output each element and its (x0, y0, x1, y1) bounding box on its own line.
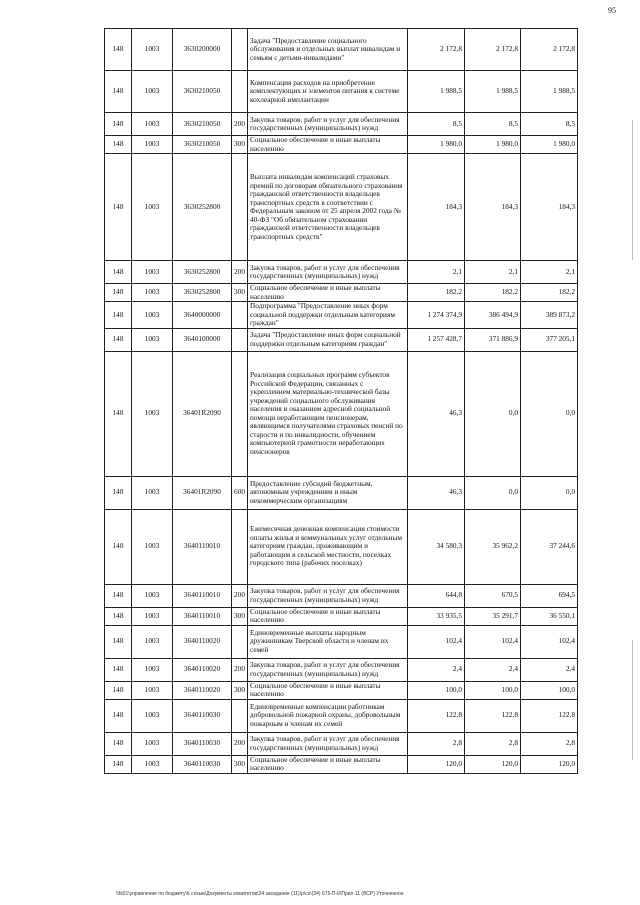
cell-description: Закупка товаров, работ и услуг для обеспечения государственных (муниципальных) нужд (248, 584, 408, 607)
cell-v2: 2,1 (465, 261, 521, 284)
cell-description: Задача "Предоставление иных форм социальной поддержки отдельным категориям граждан" (248, 328, 408, 351)
cell-vr: 300 (232, 284, 248, 302)
table-row (105, 658, 578, 681)
cell-code: 3640110020 (173, 658, 232, 681)
table-row (105, 476, 578, 509)
cell-admin: 148 (105, 29, 132, 71)
cell-code: 3640110010 (173, 607, 232, 625)
cell-admin: 148 (105, 136, 132, 154)
cell-section: 1003 (132, 625, 173, 658)
cell-v3: 1 980,0 (521, 136, 578, 154)
cell-vr: 300 (232, 681, 248, 699)
cell-v2: 670,5 (465, 584, 521, 607)
scan-edge-line (632, 640, 633, 760)
cell-description: Задача "Предоставление социального обслуживания и отдельных выплат инвалидам и семьям с детьми-инвалидами" (248, 29, 408, 71)
cell-section: 1003 (132, 699, 173, 732)
cell-description: Выплата инвалидам компенсаций страховых премий по договорам обязательного страхования гражданской ответственности владельцев транспортных средств в соответствии с Федеральным законом от 25 апреля 2002 года № 40-ФЗ "Об обязательном страховании гражданской ответственности владельцев транспортных средств" (248, 154, 408, 261)
cell-v3: 1 988,5 (521, 71, 578, 113)
cell-description: Закупка товаров, работ и услуг для обеспечения государственных (муниципальных) нужд (248, 658, 408, 681)
cell-vr (232, 625, 248, 658)
cell-vr (232, 154, 248, 261)
table-row (105, 71, 578, 113)
cell-v2: 371 886,9 (465, 328, 521, 351)
cell-v2: 182,2 (465, 284, 521, 302)
cell-vr (232, 29, 248, 71)
cell-description: Единовременные компенсации работникам добровольной пожарной охраны, добровольным пожарным и членам их семей (248, 699, 408, 732)
cell-admin: 148 (105, 509, 132, 584)
cell-admin: 148 (105, 261, 132, 284)
cell-v3: 36 550,1 (521, 607, 578, 625)
cell-admin: 148 (105, 476, 132, 509)
table-row (105, 284, 578, 302)
cell-v3: 694,5 (521, 584, 578, 607)
cell-v1: 2,1 (408, 261, 465, 284)
document-file-path: \\fs01\управление по бюджету\6 созыв\Документы комитетов\34 заседание (11)\р\сх\(34) 675-П-6\Прил 11 (ВСР) Уточненное (116, 891, 404, 897)
cell-v2: 2,4 (465, 658, 521, 681)
cell-v1: 2,8 (408, 732, 465, 755)
cell-v1: 2,4 (408, 658, 465, 681)
cell-description: Компенсация расходов на приобретение комплектующих и элементов питания к системе кохлеарной имплантации (248, 71, 408, 113)
cell-admin: 148 (105, 351, 132, 476)
table-row (105, 755, 578, 773)
cell-admin: 148 (105, 284, 132, 302)
cell-v3: 37 244,6 (521, 509, 578, 584)
cell-section: 1003 (132, 284, 173, 302)
cell-vr: 600 (232, 476, 248, 509)
cell-v3: 0,0 (521, 351, 578, 476)
table-row (105, 328, 578, 351)
table-row (105, 699, 578, 732)
cell-v1: 34 580,3 (408, 509, 465, 584)
cell-v2: 386 494,9 (465, 302, 521, 329)
cell-v3: 184,3 (521, 154, 578, 261)
cell-v1: 1 988,5 (408, 71, 465, 113)
cell-description: Закупка товаров, работ и услуг для обеспечения государственных (муниципальных) нужд (248, 261, 408, 284)
cell-vr: 300 (232, 136, 248, 154)
cell-section: 1003 (132, 755, 173, 773)
cell-v1: 184,3 (408, 154, 465, 261)
cell-vr: 300 (232, 755, 248, 773)
cell-v1: 1 980,0 (408, 136, 465, 154)
cell-v2: 102,4 (465, 625, 521, 658)
cell-admin: 148 (105, 699, 132, 732)
table-row (105, 261, 578, 284)
cell-section: 1003 (132, 113, 173, 136)
cell-code: 3630210050 (173, 113, 232, 136)
cell-admin: 148 (105, 755, 132, 773)
cell-code: 3640110030 (173, 732, 232, 755)
cell-code: 3640110030 (173, 699, 232, 732)
cell-v1: 644,8 (408, 584, 465, 607)
cell-v2: 120,0 (465, 755, 521, 773)
cell-description: Социальное обеспечение и иные выплаты населению (248, 136, 408, 154)
table-row (105, 113, 578, 136)
table-row (105, 625, 578, 658)
budget-table (104, 28, 578, 774)
cell-v3: 100,0 (521, 681, 578, 699)
cell-code: 3640110030 (173, 755, 232, 773)
cell-v3: 182,2 (521, 284, 578, 302)
cell-v3: 102,4 (521, 625, 578, 658)
cell-section: 1003 (132, 154, 173, 261)
cell-v3: 2,8 (521, 732, 578, 755)
table-row (105, 607, 578, 625)
cell-v2: 1 988,5 (465, 71, 521, 113)
cell-v1: 182,2 (408, 284, 465, 302)
cell-v2: 1 980,0 (465, 136, 521, 154)
cell-description: Социальное обеспечение и иные выплаты населению (248, 284, 408, 302)
cell-v2: 0,0 (465, 476, 521, 509)
cell-section: 1003 (132, 261, 173, 284)
cell-v2: 35 962,2 (465, 509, 521, 584)
cell-v3: 122,8 (521, 699, 578, 732)
cell-code: 3640110010 (173, 509, 232, 584)
cell-description: Ежемесячная денежная компенсация стоимости оплаты жилья и коммунальных услуг отдельным категориям граждан, проживающим и работающим в сельской местности, поселках городского типа (рабочих поселках) (248, 509, 408, 584)
cell-v1: 1 257 428,7 (408, 328, 465, 351)
cell-code: 3630200000 (173, 29, 232, 71)
cell-v2: 122,8 (465, 699, 521, 732)
cell-v3: 377 205,1 (521, 328, 578, 351)
cell-vr: 200 (232, 658, 248, 681)
cell-v2: 35 291,7 (465, 607, 521, 625)
cell-v1: 46,3 (408, 351, 465, 476)
cell-section: 1003 (132, 607, 173, 625)
cell-v2: 2 172,8 (465, 29, 521, 71)
cell-v1: 46,3 (408, 476, 465, 509)
table-body (105, 29, 578, 774)
cell-admin: 148 (105, 328, 132, 351)
cell-code: 3630252800 (173, 284, 232, 302)
cell-code: 3640100000 (173, 328, 232, 351)
cell-section: 1003 (132, 351, 173, 476)
cell-vr: 200 (232, 261, 248, 284)
cell-description: Предоставление субсидий бюджетным, автономным учреждениям и иным некоммерческим организациям (248, 476, 408, 509)
cell-vr (232, 71, 248, 113)
cell-code: 3630210050 (173, 71, 232, 113)
table-row (105, 154, 578, 261)
cell-section: 1003 (132, 29, 173, 71)
cell-section: 1003 (132, 509, 173, 584)
cell-code: 3640110020 (173, 681, 232, 699)
cell-v3: 8,5 (521, 113, 578, 136)
cell-admin: 148 (105, 302, 132, 329)
table-row (105, 681, 578, 699)
cell-v3: 389 873,2 (521, 302, 578, 329)
cell-vr (232, 328, 248, 351)
table-row (105, 509, 578, 584)
cell-v1: 2 172,8 (408, 29, 465, 71)
cell-admin: 148 (105, 584, 132, 607)
table-row (105, 351, 578, 476)
cell-section: 1003 (132, 732, 173, 755)
cell-description: Закупка товаров, работ и услуг для обеспечения государственных (муниципальных) нужд (248, 732, 408, 755)
cell-v1: 33 935,5 (408, 607, 465, 625)
cell-admin: 148 (105, 658, 132, 681)
cell-code: 3630252800 (173, 261, 232, 284)
table-row (105, 302, 578, 329)
cell-description: Единовременные выплаты народным дружинникам Тверской области и членам их семей (248, 625, 408, 658)
cell-admin: 148 (105, 607, 132, 625)
cell-description: Реализация социальных программ субъектов Российской Федерации, связанных с укреплением материально-технической базы учреждений социального обслуживания населения и оказанием адресной социальной помощи неработающим пенсионерам, являющимся получателями страховых пенсий по старости и по инвалидности, обучением компьютерной грамотности неработающих пенсионеров (248, 351, 408, 476)
cell-admin: 148 (105, 625, 132, 658)
cell-vr: 300 (232, 607, 248, 625)
cell-section: 1003 (132, 71, 173, 113)
cell-v1: 102,4 (408, 625, 465, 658)
cell-vr (232, 699, 248, 732)
cell-vr (232, 302, 248, 329)
cell-description: Социальное обеспечение и иные выплаты населению (248, 755, 408, 773)
page-number: 95 (608, 6, 616, 15)
table-row (105, 584, 578, 607)
table-row (105, 136, 578, 154)
cell-code: 3640110020 (173, 625, 232, 658)
cell-admin: 148 (105, 154, 132, 261)
cell-v1: 100,0 (408, 681, 465, 699)
cell-admin: 148 (105, 113, 132, 136)
cell-section: 1003 (132, 302, 173, 329)
table-row (105, 732, 578, 755)
cell-v1: 120,0 (408, 755, 465, 773)
cell-description: Закупка товаров, работ и услуг для обеспечения государственных (муниципальных) нужд (248, 113, 408, 136)
cell-section: 1003 (132, 658, 173, 681)
cell-v3: 2,4 (521, 658, 578, 681)
cell-vr: 200 (232, 584, 248, 607)
cell-vr (232, 509, 248, 584)
cell-code: 3630210050 (173, 136, 232, 154)
cell-section: 1003 (132, 681, 173, 699)
cell-vr: 200 (232, 113, 248, 136)
cell-admin: 148 (105, 681, 132, 699)
cell-section: 1003 (132, 136, 173, 154)
cell-v2: 2,8 (465, 732, 521, 755)
cell-section: 1003 (132, 328, 173, 351)
cell-v1: 1 274 374,9 (408, 302, 465, 329)
cell-v2: 184,3 (465, 154, 521, 261)
cell-admin: 148 (105, 732, 132, 755)
cell-v2: 100,0 (465, 681, 521, 699)
cell-v2: 8,5 (465, 113, 521, 136)
cell-code: 36401R2090 (173, 351, 232, 476)
cell-description: Социальное обеспечение и иные выплаты населению (248, 681, 408, 699)
cell-section: 1003 (132, 584, 173, 607)
cell-admin: 148 (105, 71, 132, 113)
table-row (105, 29, 578, 71)
cell-code: 3630252800 (173, 154, 232, 261)
cell-code: 3640110010 (173, 584, 232, 607)
cell-code: 3640000000 (173, 302, 232, 329)
cell-description: Социальное обеспечение и иные выплаты населению (248, 607, 408, 625)
scan-edge-line (632, 120, 633, 260)
cell-v3: 0,0 (521, 476, 578, 509)
cell-vr: 200 (232, 732, 248, 755)
cell-v3: 120,0 (521, 755, 578, 773)
cell-v1: 8,5 (408, 113, 465, 136)
cell-section: 1003 (132, 476, 173, 509)
cell-code: 36401R2090 (173, 476, 232, 509)
cell-description: Подпрограмма "Предоставление иных форм социальной поддержки отдельным категориям граждан" (248, 302, 408, 329)
cell-v2: 0,0 (465, 351, 521, 476)
cell-v1: 122,8 (408, 699, 465, 732)
cell-vr (232, 351, 248, 476)
cell-v3: 2,1 (521, 261, 578, 284)
cell-v3: 2 172,8 (521, 29, 578, 71)
